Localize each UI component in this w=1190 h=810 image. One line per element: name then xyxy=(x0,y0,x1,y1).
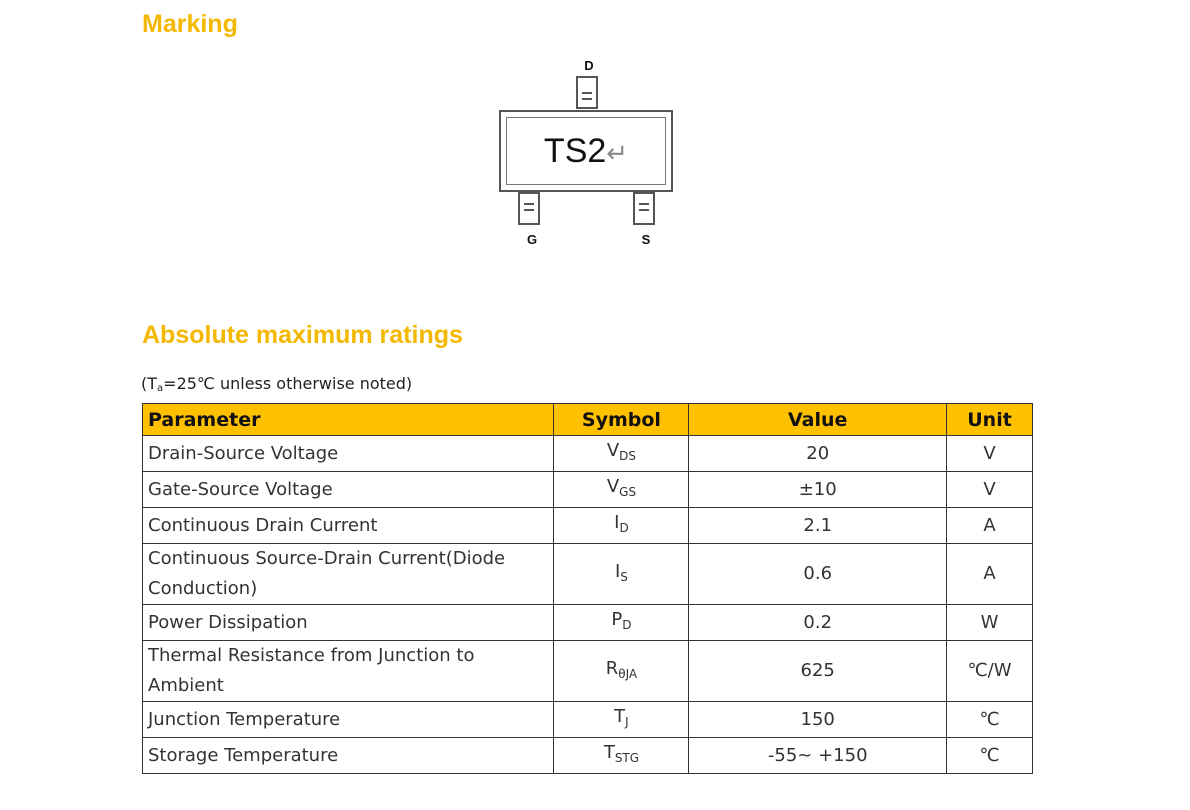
table-row xyxy=(143,508,1033,544)
pin-gate xyxy=(518,192,540,225)
cell-symbol: $V_{DS}$ xyxy=(554,436,689,472)
table-row xyxy=(143,472,1033,508)
table-row xyxy=(143,641,1033,702)
marking-heading: Marking xyxy=(142,10,238,38)
cell-parameter: Power Dissipation xyxy=(143,605,554,641)
marking-text: TS2↵ xyxy=(543,132,629,170)
ratings-heading: Absolute maximum ratings xyxy=(142,321,463,349)
cell-symbol: $R_{\theta JA}$ xyxy=(554,641,689,702)
header-unit: Unit xyxy=(947,404,1033,436)
ratings-table xyxy=(142,403,1033,774)
cell-value: 0.2 xyxy=(689,605,947,641)
table-row xyxy=(143,544,1033,605)
cell-unit: ℃ xyxy=(947,702,1033,738)
cell-value: 0.6 xyxy=(689,544,947,605)
table-row xyxy=(143,738,1033,774)
cell-value: 150 xyxy=(689,702,947,738)
cell-symbol: $T_J$ xyxy=(554,702,689,738)
cell-unit: A xyxy=(947,508,1033,544)
cell-symbol: $I_S$ xyxy=(554,544,689,605)
table-row xyxy=(143,702,1033,738)
cell-parameter: Drain-Source Voltage xyxy=(143,436,554,472)
table-row xyxy=(143,436,1033,472)
return-glyph: ↵ xyxy=(606,138,629,168)
table-row xyxy=(143,605,1033,641)
cell-unit: A xyxy=(947,544,1033,605)
header-symbol: Symbol xyxy=(554,404,689,436)
header-parameter: Parameter xyxy=(143,404,554,436)
cell-symbol: $T_{STG}$ xyxy=(554,738,689,774)
pin-label-drain: D xyxy=(584,58,594,73)
cell-unit: ℃/W xyxy=(947,641,1033,702)
cell-parameter: Storage Temperature xyxy=(143,738,554,774)
cell-unit: V xyxy=(947,436,1033,472)
cell-symbol: $P_D$ xyxy=(554,605,689,641)
cell-value: 2.1 xyxy=(689,508,947,544)
cell-symbol: $V_{GS}$ xyxy=(554,472,689,508)
cell-value: ±10 xyxy=(689,472,947,508)
cell-unit: W xyxy=(947,605,1033,641)
table-header-row xyxy=(143,404,1033,436)
cell-value: 625 xyxy=(689,641,947,702)
cell-parameter: Thermal Resistance from Junction to Ambient xyxy=(143,641,554,702)
cell-unit: ℃ xyxy=(947,738,1033,774)
cell-parameter: Gate-Source Voltage xyxy=(143,472,554,508)
package-marking-diagram xyxy=(495,55,685,255)
pin-source xyxy=(633,192,655,225)
cell-parameter: Continuous Source-Drain Current(Diode Conduction) xyxy=(143,544,554,605)
cell-parameter: Junction Temperature xyxy=(143,702,554,738)
cell-value: -55~ +150 xyxy=(689,738,947,774)
cell-unit: V xyxy=(947,472,1033,508)
cell-symbol: $I_D$ xyxy=(554,508,689,544)
header-value: Value xyxy=(689,404,947,436)
test-condition-note: ($T_a=25℃$ unless otherwise noted) xyxy=(141,374,413,394)
pin-label-gate: G xyxy=(526,232,538,247)
pin-label-source: S xyxy=(641,232,651,247)
package-body xyxy=(499,110,673,192)
cell-parameter: Continuous Drain Current xyxy=(143,508,554,544)
pin-drain xyxy=(576,76,598,109)
cell-value: 20 xyxy=(689,436,947,472)
